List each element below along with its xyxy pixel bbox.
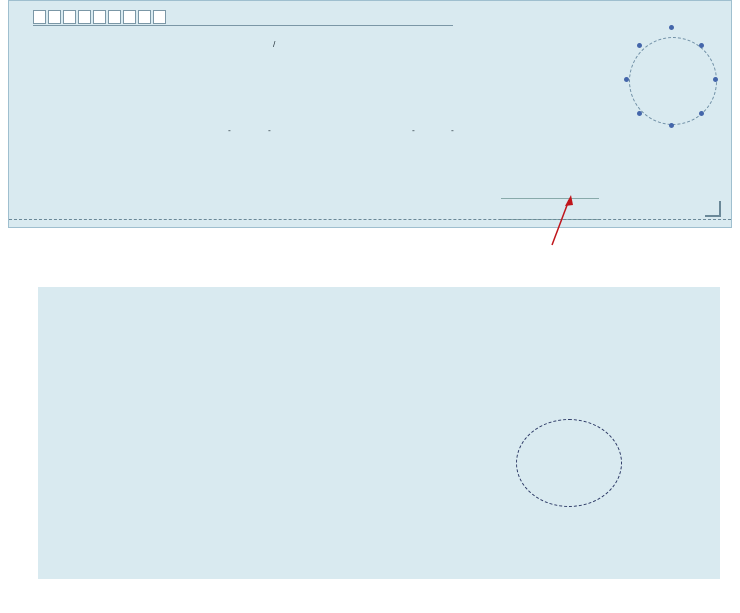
- filling-info-panel: [38, 287, 720, 579]
- error-arrow-head: [565, 195, 573, 206]
- from-sep-2: -: [268, 125, 271, 135]
- to-sep-1: -: [412, 125, 415, 135]
- reg-number-slash: /: [273, 39, 276, 49]
- correction-stamp-outline: [516, 419, 622, 507]
- to-sep-2: -: [451, 125, 454, 135]
- from-sep-1: -: [228, 125, 231, 135]
- error-arrow: [552, 200, 569, 245]
